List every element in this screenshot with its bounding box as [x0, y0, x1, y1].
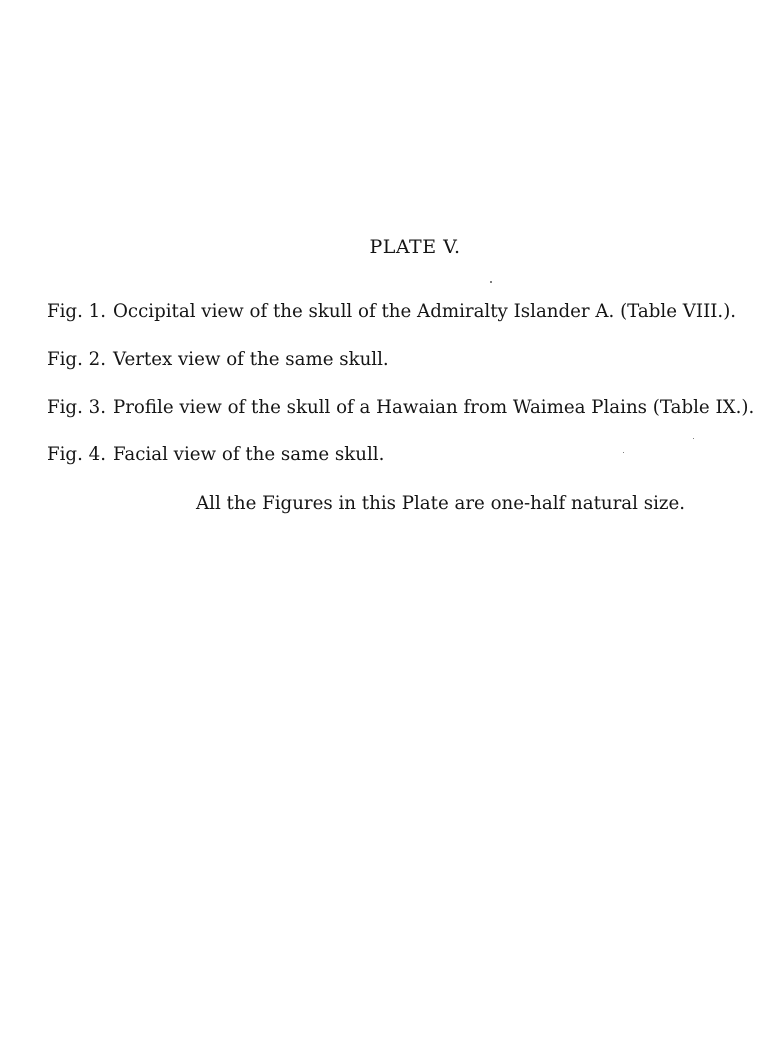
figure-label: Fig. 1. [47, 301, 106, 322]
figure-caption-1 [47, 300, 736, 324]
plate-title: PLATE V. [369, 236, 461, 258]
figure-label: Fig. 4. [47, 444, 106, 465]
figure-label: Fig. 2. [47, 349, 106, 370]
figure-description: Profile view of the skull of a Hawaian from Waimea Plains (Table IX.). [113, 397, 755, 418]
figure-label: Fig. 3. [47, 397, 106, 418]
figure-description: Facial view of the same skull. [113, 444, 385, 465]
figure-caption-3 [47, 396, 754, 420]
figure-caption-2 [47, 348, 389, 372]
print-speck [490, 281, 492, 283]
print-speck [693, 438, 694, 439]
figure-caption-4 [47, 443, 384, 467]
print-speck [623, 452, 624, 453]
scale-note: All the Figures in this Plate are one-half natural size. [196, 493, 686, 514]
figure-description: Occipital view of the skull of the Admiralty Islander A. (Table VIII.). [113, 301, 737, 322]
figure-description: Vertex view of the same skull. [113, 349, 389, 370]
